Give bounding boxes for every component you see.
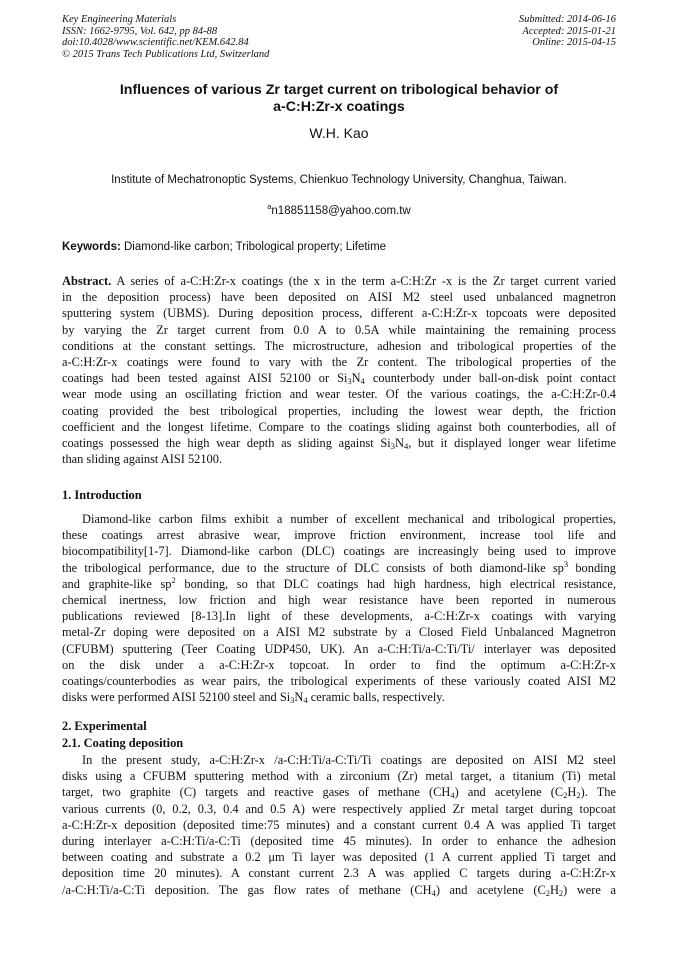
intro-line-8: metal-Zr doping were deposited on a AISI M2 substrate by a Closed Field Unbalanced Magnetron xyxy=(62,625,616,640)
abstract-line-10: coefficient and the longest lifetime. Compare to the coatings sliding against both counterbodies, all of xyxy=(62,419,616,434)
abstract-line-1: Abstract. A series of a-C:H:Zr-x coatings (the x in the term a-C:H:Zr -x is the Zr target current varied xyxy=(62,274,616,288)
journal-name: Key Engineering Materials xyxy=(62,14,177,25)
email-superscript: a xyxy=(267,202,272,211)
abstract-line-8: wear mode using an oscillating friction and wear tester. Of the various coatings, the a-C:H:Zr-0.4 xyxy=(62,387,616,402)
abstract-line-5: conditions at the constant settings. The microstructure, adhesion and tribological properties of the xyxy=(62,338,616,353)
email-line xyxy=(62,202,616,217)
section-heading-introduction: 1. Introduction xyxy=(62,488,142,502)
abstract-line-2: in the deposition process) have been deposited on AISI M2 steel used unbalanced magnetron xyxy=(62,290,616,305)
intro-line-10: on the disk under a a-C:H:Zr-x topcoat. In order to find the optimum a-C:H:Zr-x xyxy=(62,657,616,672)
exp-line-2: disks using a CFUBM sputtering method with a zirconium (Zr) metal target, a titanium (Ti) metal xyxy=(62,769,616,784)
exp-line-9: /a-C:H:Ti/a-C:Ti deposition. The gas flow rates of methane $(CH_4)$ and acetylene $(C_2H_2)$ were a xyxy=(62,882,616,898)
intro-line-3: biocompatibility[1-7]. Diamond-like carbon (DLC) coatings are increasingly being used to improve xyxy=(62,544,616,559)
exp-line-5: a-C:H:Zr-x deposition (deposited time:75 minutes) and a constant current 0.4 A was applied Ti target xyxy=(62,817,616,832)
abstract-label: Abstract. xyxy=(62,274,112,288)
title-line-1: Influences of various Zr target current on tribological behavior of xyxy=(119,82,559,98)
paper-title xyxy=(62,82,616,116)
keywords xyxy=(62,241,616,253)
exp-line-1: In the present study, a-C:H:Zr-x /a-C:H:Ti/a-C:Ti/Ti coatings are deposited on AISI M2 steel xyxy=(82,753,616,767)
intro-line-11: coatings/counterbodies as wear pairs, the tribological experiments of these variously coated AISI M2 xyxy=(62,673,616,688)
keywords-text: Diamond-like carbon; Tribological property; Lifetime xyxy=(124,241,387,253)
intro-line-7: publications reviewed [8-13].In light of these developments, a-C:H:Zr-x coatings with varying xyxy=(62,609,616,624)
title-line-2: a-C:H:Zr-x coatings xyxy=(273,99,405,115)
abstract xyxy=(62,273,616,467)
introduction-paragraph xyxy=(62,511,616,705)
online-date: Online: 2015-04-15 xyxy=(532,37,616,48)
subsection-heading-coating-deposition: 2.1. Coating deposition xyxy=(62,736,184,750)
intro-line-9: (CFUBM) sputtering (Teer Coating UDP450, UK). An a-C:H:Ti/a-C:Ti/Ti/ interlayer was deposited xyxy=(62,641,616,656)
exp-line-4: various currents (0, 0.2, 0.3, 0.4 and 0.5 A) were respectively applied Zr metal target during topcoat xyxy=(62,801,616,816)
affiliation: Institute of Mechatronoptic Systems, Chienkuo Technology University, Changhua, Taiwan. xyxy=(111,174,567,186)
intro-line-6: chemical inertness, low friction and high wear resistance have been reported in numerous xyxy=(62,592,616,607)
intro-line-1: Diamond-like carbon films exhibit a number of excellent mechanical and tribological properties, xyxy=(82,512,616,526)
exp-line-3: target, two graphite (C) targets and reactive gases of methane $(CH_4)$ and acetylene $(C_2H_2)$. The xyxy=(62,785,616,801)
submitted-date: Submitted: 2014-06-16 xyxy=(518,14,616,25)
journal-header-right xyxy=(519,14,616,49)
intro-line-12: disks were performed AISI 52100 steel and $Si_3N_4$ ceramic balls, respectively. xyxy=(62,690,445,706)
abstract-line-12: than sliding against AISI 52100. xyxy=(62,452,223,467)
abstract-line-9: coating provided the best tribological properties, including the lowest wear depth, the friction xyxy=(62,403,616,418)
abstract-line-6: a-C:H:Zr-x coatings were found to vary with the Zr content. The tribological properties of the xyxy=(62,354,616,369)
journal-header-left xyxy=(62,14,269,60)
doi: doi:10.4028/www.scientific.net/KEM.642.84 xyxy=(62,37,249,48)
intro-line-2: these coatings arrest abrasive wear, improve friction environment, increase tool life and xyxy=(62,528,616,543)
abstract-line-11: coatings possessed the high wear depth as sliding against $Si_3N_4$, but it displayed longer wear lifetime xyxy=(62,435,616,451)
exp-line-7: between coating and substrate a 0.2 μm Ti layer was deposited (1 A current applied Ti target and xyxy=(62,850,616,865)
abstract-line-7: coatings had been tested against AISI 52100 or $Si_3N_4$ counterbody under ball-on-disk point contact xyxy=(62,371,616,387)
accepted-date: Accepted: 2015-01-21 xyxy=(522,25,616,37)
email[interactable]: n18851158@yahoo.com.tw xyxy=(271,205,411,217)
intro-line-5: and graphite-like $sp^2$ bonding, so that DLC coatings had high hardness, high electrical resistance, xyxy=(62,574,617,591)
copyright: © 2015 Trans Tech Publications Ltd, Switzerland xyxy=(62,48,270,60)
intro-line-4: the tribological performance, due to the structure of DLC consists of both diamond-like $sp^3$ bonding xyxy=(62,558,616,575)
issn: ISSN: 1662-9795, Vol. 642, pp 84-88 xyxy=(62,25,218,37)
abstract-line-3: sputtering system (UBMS). During deposition process, different a-C:H:Zr-x topcoats were deposited xyxy=(62,306,616,321)
abstract-line-4: by varying the Zr target current from 0.0 A to 0.5A while maintaining the remaining process xyxy=(62,322,616,337)
exp-line-6: during interlayer a-C:H:Ti/a-C:Ti (deposited time 45 minutes). In order to enhance the adhesion xyxy=(62,833,616,848)
exp-line-8: deposition time 20 minutes). A constant current 2.3 A was applied C targets during a-C:H:Zr-x xyxy=(62,866,616,881)
experimental-paragraph xyxy=(62,752,616,898)
author: W.H. Kao xyxy=(309,125,369,141)
keywords-label: Keywords: xyxy=(62,241,121,253)
section-heading-experimental: 2. Experimental xyxy=(62,719,147,733)
